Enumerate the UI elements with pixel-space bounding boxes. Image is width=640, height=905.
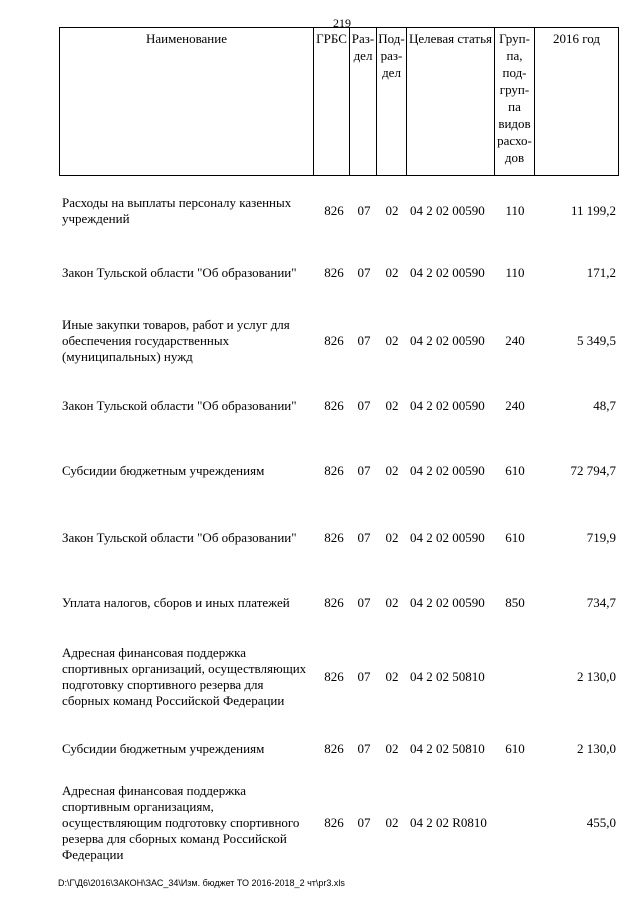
row-podrazdel: 02 [385, 203, 399, 218]
row-podrazdel: 02 [385, 463, 399, 478]
row-amount: 48,7 [593, 398, 616, 413]
header-target: Целевая статья [407, 28, 495, 175]
row-amount: 2 130,0 [577, 669, 616, 684]
header-razdel: Раз- дел [350, 28, 377, 175]
row-razdel: 07 [357, 595, 371, 610]
row-grbs: 826 [324, 333, 344, 348]
header-name: Наименование [60, 28, 314, 175]
row-group: 240 [505, 333, 525, 348]
row-podrazdel: 02 [385, 815, 399, 830]
row-name: Адресная финансовая поддержка спортивных организаций, осуществляющих подготовку спортивного резерва для сборных команд Российской Федерации [62, 645, 307, 708]
row-target: 04 2 02 00590 [410, 265, 485, 280]
row-grbs: 826 [324, 815, 344, 830]
row-name: Субсидии бюджетным учреждениям [62, 463, 265, 478]
row-target: 04 2 02 50810 [410, 741, 485, 756]
row-name: Закон Тульской области "Об образовании" [62, 398, 297, 413]
row-razdel: 07 [357, 530, 371, 545]
row-razdel: 07 [357, 815, 371, 830]
row-target: 04 2 02 00590 [410, 333, 485, 348]
header-podrazdel: Под- раз- дел [377, 28, 407, 175]
row-grbs: 826 [324, 530, 344, 545]
row-amount: 734,7 [586, 595, 616, 610]
row-name: Адресная финансовая поддержка спортивным организациям, осуществляющим подготовку спортивного резерва для сборных команд Российской Федерации [62, 783, 300, 862]
row-grbs: 826 [324, 669, 344, 684]
row-name: Иные закупки товаров, работ и услуг для обеспечения государственных (муниципальных) нужд [62, 317, 290, 364]
row-amount: 5 349,5 [577, 333, 616, 348]
row-podrazdel: 02 [385, 595, 399, 610]
row-podrazdel: 02 [385, 398, 399, 413]
row-name: Закон Тульской области "Об образовании" [62, 530, 297, 545]
row-grbs: 826 [324, 463, 344, 478]
file-path-footer: D:\Г\Д6\2016\ЗАКОН\ЗАС_34\Изм. бюджет ТО 2016-2018_2 чт\pr3.xls [58, 878, 345, 888]
row-group: 240 [505, 398, 525, 413]
row-razdel: 07 [357, 741, 371, 756]
row-grbs: 826 [324, 398, 344, 413]
row-podrazdel: 02 [385, 741, 399, 756]
row-target: 04 2 02 00590 [410, 530, 485, 545]
header-group: Груп- па, под- груп- па видов расхо- дов [495, 28, 535, 175]
row-amount: 72 794,7 [570, 463, 616, 478]
row-podrazdel: 02 [385, 333, 399, 348]
row-name: Уплата налогов, сборов и иных платежей [62, 595, 290, 610]
row-amount: 171,2 [586, 265, 616, 280]
row-grbs: 826 [324, 595, 344, 610]
row-name: Субсидии бюджетным учреждениям [62, 741, 265, 756]
row-name: Расходы на выплаты персоналу казенных учреждений [62, 195, 292, 226]
row-amount: 719,9 [586, 530, 616, 545]
header-year: 2016 год [553, 31, 600, 46]
header-grbs: ГРБС [314, 28, 350, 175]
row-group: 110 [505, 203, 525, 218]
row-podrazdel: 02 [385, 265, 399, 280]
row-amount: 2 130,0 [577, 741, 616, 756]
row-target: 04 2 02 00590 [410, 463, 485, 478]
row-group: 610 [505, 530, 525, 545]
row-target: 04 2 02 00590 [410, 203, 485, 218]
row-group: 610 [505, 741, 525, 756]
row-razdel: 07 [357, 203, 371, 218]
row-razdel: 07 [357, 463, 371, 478]
row-target: 04 2 02 00590 [410, 398, 485, 413]
row-group: 850 [505, 595, 525, 610]
row-razdel: 07 [357, 265, 371, 280]
row-razdel: 07 [357, 333, 371, 348]
row-podrazdel: 02 [385, 669, 399, 684]
row-target: 04 2 02 00590 [410, 595, 485, 610]
page-number: 219 [333, 16, 351, 30]
row-podrazdel: 02 [385, 530, 399, 545]
row-grbs: 826 [324, 265, 344, 280]
row-razdel: 07 [357, 669, 371, 684]
row-group: 610 [505, 463, 525, 478]
row-razdel: 07 [357, 398, 371, 413]
row-group: 110 [505, 265, 525, 280]
row-target: 04 2 02 R0810 [410, 815, 487, 830]
row-grbs: 826 [324, 741, 344, 756]
row-target: 04 2 02 50810 [410, 669, 485, 684]
row-grbs: 826 [324, 203, 344, 218]
row-amount: 11 199,2 [570, 203, 616, 218]
table-header [59, 27, 619, 176]
row-amount: 455,0 [586, 815, 616, 830]
row-name: Закон Тульской области "Об образовании" [62, 265, 297, 280]
